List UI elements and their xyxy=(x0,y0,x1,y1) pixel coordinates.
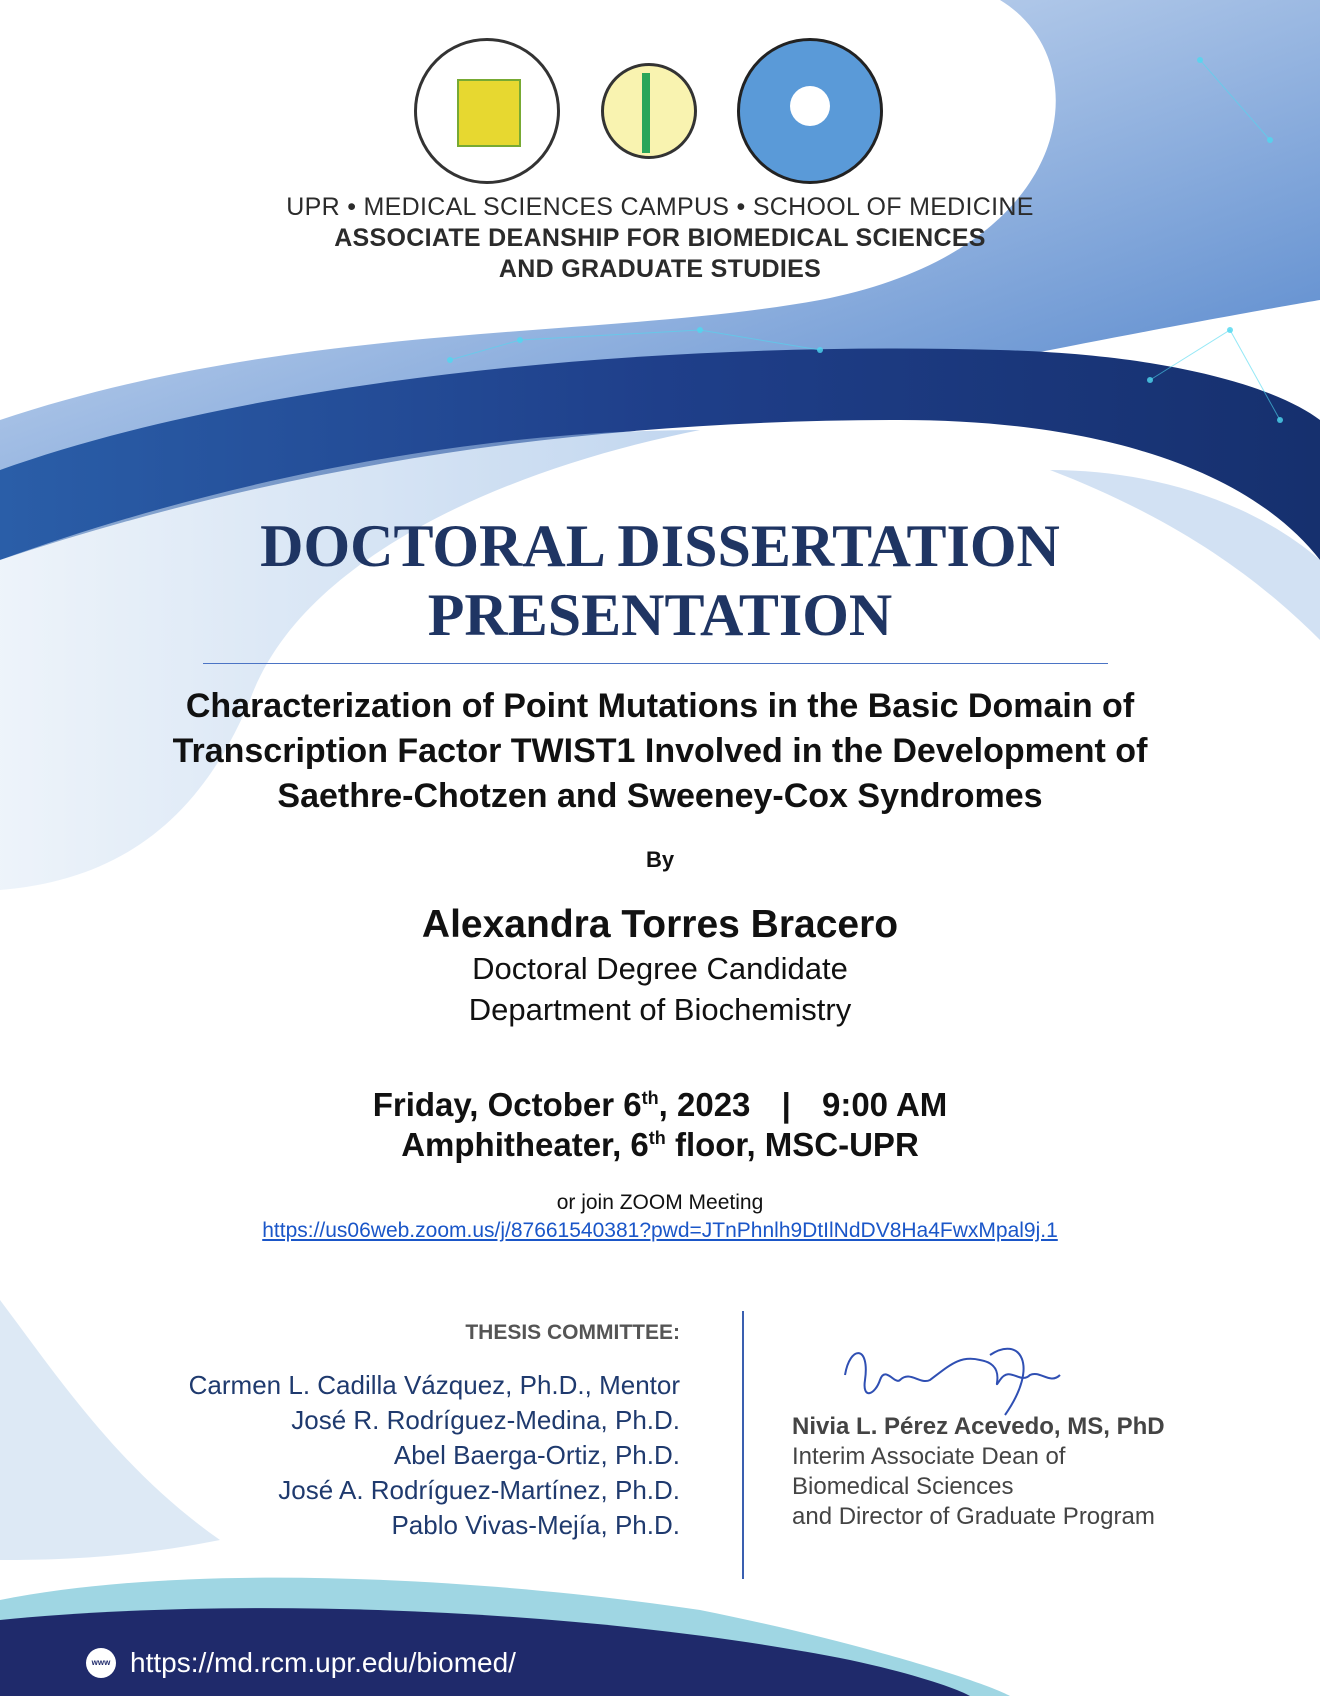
event-place-sup: th xyxy=(648,1128,666,1148)
title-divider xyxy=(203,663,1108,664)
dissertation-line-1: Characterization of Point Mutations in the Basic Domain of xyxy=(185,687,1135,725)
zoom-link[interactable]: https://us06web.zoom.us/j/87661540381?pwd=JTnPhnlh9DtIlNdDV8Ha4FwxMpal9j.1 xyxy=(262,1219,1058,1242)
rcm-seal-logo xyxy=(414,38,560,184)
vertical-divider xyxy=(742,1311,744,1579)
committee-member: Carmen L. Cadilla Vázquez, Ph.D., Mentor xyxy=(188,1370,680,1400)
event-day: Friday, October 6 xyxy=(372,1086,642,1123)
event-place-pre: Amphitheater, 6 xyxy=(401,1126,649,1163)
dissertation-line-3: Saethre-Chotzen and Sweeney-Cox Syndromes xyxy=(277,777,1043,815)
title-line-2: PRESENTATION xyxy=(427,582,893,648)
committee-member: Pablo Vivas-Mejía, Ph.D. xyxy=(391,1510,680,1540)
committee-list xyxy=(189,1368,680,1543)
zoom-label: or join ZOOM Meeting xyxy=(556,1191,764,1214)
presenter-name: Alexandra Torres Bracero xyxy=(421,903,899,946)
biomedicas-logo xyxy=(737,38,883,184)
dissertation-line-2: Transcription Factor TWIST1 Involved in the Development of xyxy=(172,732,1148,770)
event-place-post: floor, MSC-UPR xyxy=(665,1126,919,1163)
event-time: 9:00 AM xyxy=(821,1086,948,1123)
event-separator: | xyxy=(781,1086,791,1123)
committee-member: José R. Rodríguez-Medina, Ph.D. xyxy=(291,1405,680,1435)
dean-title-1: Interim Associate Dean of xyxy=(792,1443,1066,1470)
presenter-department: Department of Biochemistry xyxy=(468,992,852,1027)
presenter-role: Doctoral Degree Candidate xyxy=(472,951,848,986)
event-date-time xyxy=(0,1086,1320,1124)
event-place xyxy=(0,1126,1320,1164)
committee-member: José A. Rodríguez-Martínez, Ph.D. xyxy=(278,1475,680,1505)
committee-heading: THESIS COMMITTEE: xyxy=(465,1321,680,1344)
escuela-medicina-logo xyxy=(576,38,716,178)
footer-url-link[interactable]: https://md.rcm.upr.edu/biomed/ xyxy=(130,1647,516,1678)
zoom-link-row xyxy=(0,1219,1320,1243)
globe-www-icon: www xyxy=(86,1648,116,1678)
committee-member: Abel Baerga-Ortiz, Ph.D. xyxy=(393,1440,680,1470)
by-label: By xyxy=(645,847,675,872)
dean-title-3: and Director of Graduate Program xyxy=(792,1503,1155,1530)
title-line-1: DOCTORAL DISSERTATION xyxy=(260,513,1060,579)
event-day-sup: th xyxy=(641,1088,659,1108)
header-line-3: AND GRADUATE STUDIES xyxy=(498,255,822,283)
header-line-1: UPR • MEDICAL SCIENCES CAMPUS • SCHOOL OF MEDICINE xyxy=(286,193,1034,221)
event-year: , 2023 xyxy=(658,1086,751,1123)
dean-name: Nivia L. Pérez Acevedo, MS, PhD xyxy=(792,1413,1165,1440)
dean-title-2: Biomedical Sciences xyxy=(792,1473,1014,1500)
header-line-2: ASSOCIATE DEANSHIP FOR BIOMEDICAL SCIENCES xyxy=(334,224,986,252)
